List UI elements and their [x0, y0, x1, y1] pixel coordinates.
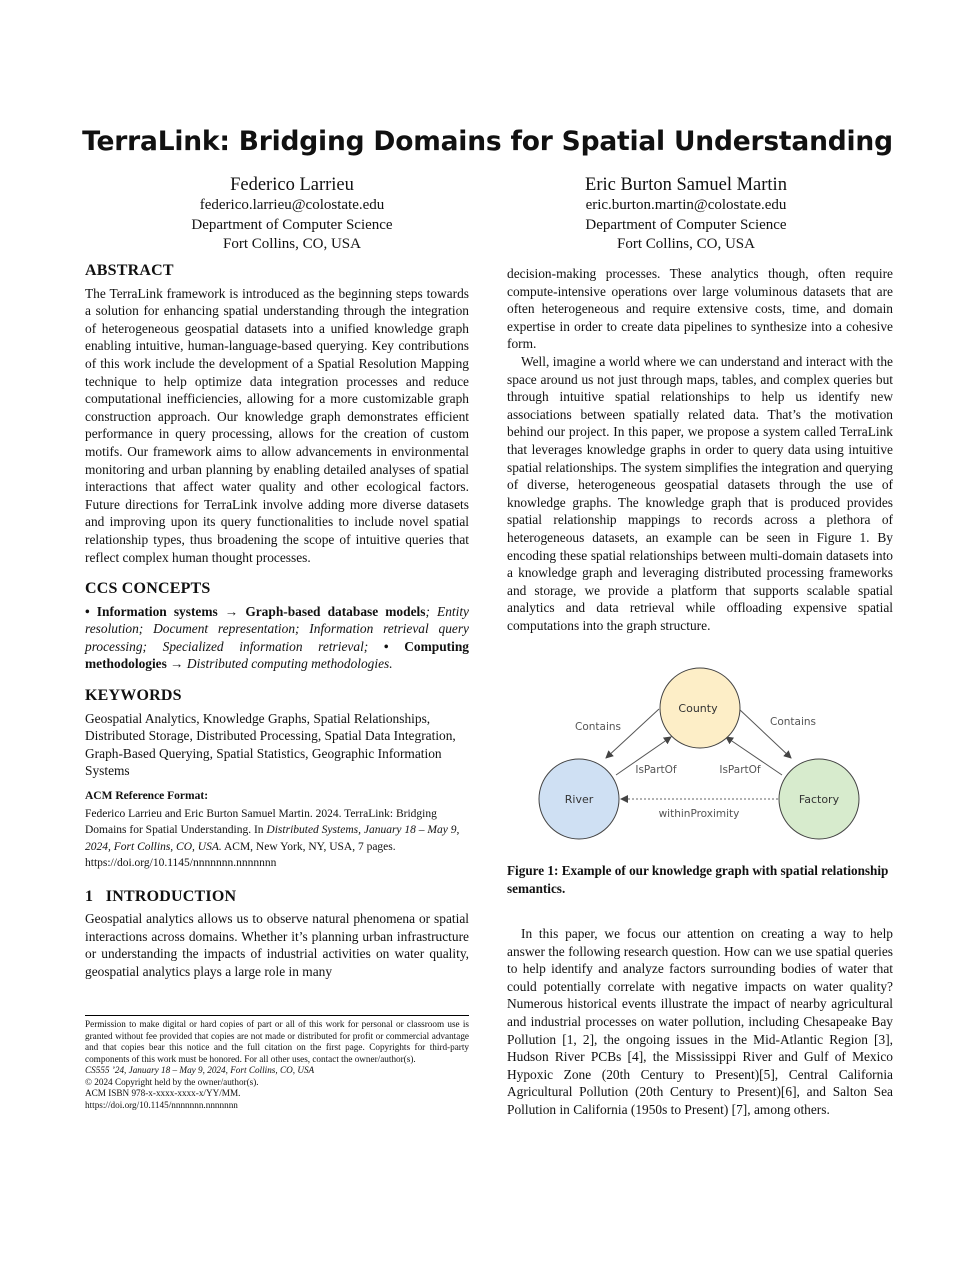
permission-block — [85, 1015, 469, 1111]
ccs-arrow: → — [166, 656, 187, 672]
right-column — [507, 265, 893, 634]
author-2 — [536, 174, 836, 255]
acm-reference-heading: ACM Reference Format: — [85, 790, 209, 803]
ccs-item-1: Graph-based database models — [245, 603, 426, 619]
author-name: Eric Burton Samuel Martin — [585, 175, 787, 195]
edge-label-contains-left: Contains — [574, 721, 622, 733]
figure-caption: Figure 1: Example of our knowledge graph with spatial relationship semantics. — [507, 863, 889, 896]
ccs-bullet-1: • Information systems — [85, 603, 218, 619]
conference-line: CS555 ’24, January 18 – May 9, 2024, Fort Collins, CO, USA — [85, 1065, 315, 1075]
author-1 — [142, 174, 442, 255]
author-email: federico.larrieu@colostate.edu — [199, 197, 385, 213]
introduction-text-right-1: decision-making processes. These analytics though, often require compute-intensive operations over large voluminous datasets that are often heterogeneous and require extensive costs, time, and domain expertise in order to create data pipelines to synthesize into a cohesive form. — [507, 266, 893, 352]
edge-label-ispartof-right: IsPartOf — [719, 764, 761, 776]
ccs-text — [85, 603, 469, 673]
acm-reference-text — [85, 806, 469, 872]
node-river-label: River — [564, 793, 594, 806]
introduction-heading: 1 INTRODUCTION — [85, 887, 237, 905]
keywords-text: Geospatial Analytics, Knowledge Graphs, Spatial Relationships, Distributed Storage, Distributed Processing, Spatial Data Integration, Graph-Based Querying, Spatial Statistics, Geographic Information Systems — [85, 710, 456, 779]
ccs-heading: CCS CONCEPTS — [85, 580, 211, 598]
edge-label-ispartof-left: IsPartOf — [635, 764, 677, 776]
acm-reference-part: ACM, New York, NY, USA, 7 pages. https://doi.org/10.1145/nnnnnnn.nnnnnnn — [85, 840, 396, 870]
introduction-text-right-2: Well, imagine a world where we can understand and interact with the space around us not just through maps, tables, and complex queries but through intuitive spatial relationships to help us identify new associations between spatially related data. That’s the motivation behind our project. In this paper, we propose a system called TerraLink that leverages knowledge graphs in order to query data using intuitive spatial relationships. The system simplifies the integration and querying of diverse, heterogeneous geospatial datasets through the use of knowledge graphs. The knowledge graph that is produced provides spatial relationship mappings to records across a plethora of heterogeneous datasets, an example can be seen in Figure 1. By encoding these spatial relationships between multi-domain datasets into a knowledge graph and leveraging distributed processing frameworks and storage, we provide a platform that supports scalable spatial analytics and data retrieval while offloading expensive spatial computations into the graph structure. — [507, 353, 893, 633]
doi-line: https://doi.org/10.1145/nnnnnnn.nnnnnnn — [85, 1099, 238, 1110]
ccs-rest-2: Distributed computing methodologies. — [186, 656, 393, 672]
acm-reference-part: Federico Larrieu and Eric Burton Samuel Martin. 2024. TerraLink: Bridging Domains for Spatial Understanding. In — [85, 807, 437, 837]
introduction-text-right-3: In this paper, we focus our attention on creating a way to help answer the following research question. How can we use spatial queries to help identify and analyze factors surrounding bodies of water that could potentially correlate with negative impacts on water quality? Numerous historical events illustrate the impact of nearby agricultural and industrial processes on water pollution, including Chesapeake Bay Pollution [1, 2], the ongoing issues in the Mid-Atlantic Region [3], Hudson River PCBs [4], the Mississippi River and Gulf of Mexico Hypoxic Zone (20th Century to Present)[5], Central California Agricultural Pollution (20th Century to Present)[6], and Salton Sea Pollution in California (1950s to Present) [7], among others. — [507, 926, 893, 1117]
abstract-heading: ABSTRACT — [85, 262, 174, 279]
author-department: Department of Computer Science — [585, 216, 787, 233]
copyright-line: © 2024 Copyright held by the owner/author(s). — [85, 1076, 259, 1087]
edge-label-contains-right: Contains — [769, 716, 817, 728]
author-location: Fort Collins, CO, USA — [223, 236, 361, 252]
node-county-label: County — [678, 702, 718, 715]
ccs-arrow: → — [217, 603, 246, 619]
author-location: Fort Collins, CO, USA — [617, 236, 755, 252]
permission-text: Permission to make digital or hard copies of part or all of this work for personal or classroom use is granted without fee provided that copies are not made or distributed for profit or commercial advantage and that copies bear this notice and the full citation on the first page. Copyrights for third-party components of this work must be honored. For all other uses, contact the owner/author(s). — [85, 1019, 469, 1064]
paper-title: TerraLink: Bridging Domains for Spatial Understanding — [82, 126, 893, 157]
author-email: eric.burton.martin@colostate.edu — [585, 197, 787, 213]
ccs-rest-1: ; Entity resolution; Document representation; Information retrieval query processing; Specialized information retrieval; — [85, 603, 469, 654]
ccs-bullet-2: • Computing methodologies — [85, 638, 469, 672]
introduction-text-left: Geospatial analytics allows us to observe natural phenomena or spatial interactions across domains. Whether it’s planning urban infrastructure or understanding the impacts of industrial activities on water quality, geospatial analytics plays a large role in many — [85, 911, 469, 979]
acm-reference-venue: Distributed Systems, January 18 – May 9, 2024, Fort Collins, CO, USA. — [85, 824, 460, 853]
knowledge-graph-figure — [534, 665, 868, 847]
node-factory-label: Factory — [798, 793, 840, 806]
author-name: Federico Larrieu — [230, 175, 354, 195]
keywords-heading: KEYWORDS — [85, 687, 182, 705]
author-department: Department of Computer Science — [191, 216, 393, 233]
left-column — [85, 262, 469, 981]
edge-label-withinproximity: withinProximity — [658, 808, 740, 820]
abstract-text: The TerraLink framework is introduced as the beginning steps towards a solution for enhancing spatial understanding through the integration of heterogeneous geospatial datasets into a unified knowledge graph enabling intuitive, human-language-based querying. Key contributions of this work include the development of a Spatial Resolution Mapping technique to help optimize data integration processes and reduce computational inefficiencies, allowing for a more customizable graph construction approach. Our knowledge graph demonstrates efficient performance in query processing, allows for the creation of custom motifs. Our framework aims to allow advancements in environmental monitoring and urban planning by enabling detailed analyses of spatial interactions that affect water quality and other ecological factors. Future directions for TerraLink involve adding more diverse datasets and improving upon its query functionalities to include novel spatial relationship types, thus broadening the scope of intuitive queries that reflect complex human thought processes. — [85, 285, 469, 565]
isbn-line: ACM ISBN 978-x-xxxx-xxxx-x/YY/MM. — [85, 1088, 241, 1098]
right-column-lower — [507, 925, 893, 1119]
